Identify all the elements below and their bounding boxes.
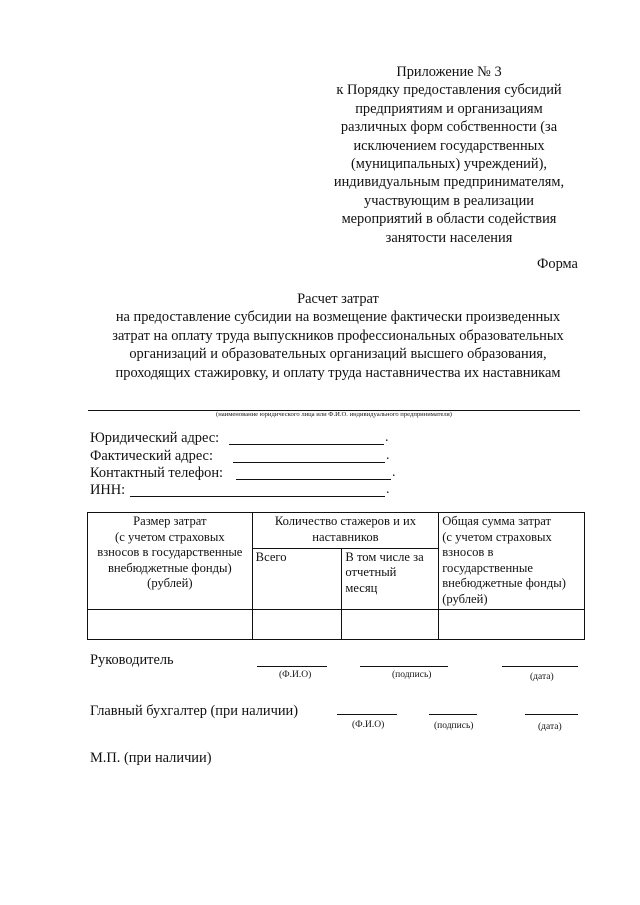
header-text: отчетный [345,565,397,580]
head-sign-line[interactable] [360,666,448,667]
date-caption: (дата) [538,722,562,732]
appendix-header [318,63,580,247]
appendix-line: к Порядку предоставления субсидий [336,82,562,99]
header-text: внебюджетные фонды) [107,560,232,575]
appendix-line: (муниципальных) учреждений), [351,156,547,173]
cell-reporting-month[interactable] [342,609,439,639]
table-row [88,609,585,639]
fio-caption: (Ф.И.О) [352,720,385,730]
accountant-fio-line[interactable] [337,714,397,715]
header-text: взносов в государственные [97,545,243,560]
legal-address-label: Юридический адрес: [90,430,220,446]
cell-total-cost[interactable] [439,609,585,639]
actual-address-field[interactable] [233,462,385,463]
head-date-line[interactable] [502,666,578,667]
cell-total[interactable] [252,609,342,639]
header-text: (с учетом страховых [442,529,552,544]
date-caption: (дата) [530,672,554,682]
organization-name-caption: (наименование юридического лица или Ф.И.О. индивидуального предпринимателя) [216,411,452,418]
form-label: Форма [537,256,578,272]
field-end-dot: . [385,430,389,445]
inn-field[interactable] [130,496,385,497]
title-line: затрат на оплату труда выпускников профессиональных образовательных [112,327,564,344]
appendix-line: мероприятий в области содействия [341,211,557,228]
appendix-line: занятости населения [385,229,513,246]
header-text: внебюджетные фонды) [442,576,566,591]
appendix-line: различных форм собственности (за [340,119,558,136]
header-text: взносов в [442,545,494,560]
head-label: Руководитель [90,652,174,668]
fio-caption: (Ф.И.О) [279,670,312,680]
header-total-cost [439,513,585,610]
header-text: наставников [312,529,379,544]
phone-field[interactable] [236,479,391,480]
header-text: Общая сумма затрат [442,514,552,528]
header-reporting-month [342,548,439,609]
accountant-label: Главный бухгалтер (при наличии) [90,703,299,719]
legal-address-field[interactable] [229,444,384,445]
head-fio-line[interactable] [257,666,327,667]
accountant-sign-line[interactable] [429,714,477,715]
appendix-line: индивидуальным предпринимателям, [333,174,565,191]
header-text: Всего [255,549,287,564]
header-text: (с учетом страховых [115,529,225,544]
field-end-dot: . [386,448,390,463]
title-heading: Расчет затрат [297,291,379,307]
appendix-line: исключением государственных [353,137,545,154]
title-line: на предоставление субсидии на возмещение фактически произведенных [115,309,561,326]
inn-label: ИНН: [90,482,126,498]
field-end-dot: . [392,465,396,480]
header-text: месяц [345,580,378,595]
phone-label: Контактный телефон: [90,465,224,481]
appendix-line: Приложение № 3 [396,64,502,80]
header-text: В том числе за [345,549,424,564]
title-line: проходящих стажировку, и оплату труда наставничества их наставникам [115,364,561,381]
appendix-line: предприятиям и организациям [355,100,543,117]
header-text: Количество стажеров и их [274,514,416,528]
sign-caption: (подпись) [392,670,432,680]
header-total [252,548,342,609]
header-text: (рублей) [147,576,193,591]
sign-caption: (подпись) [434,721,474,731]
cost-table [87,512,585,640]
appendix-line: участвующим в реализации [364,192,534,209]
header-text: Размер затрат [133,514,207,528]
header-cost-size [88,513,253,610]
cell-cost-size[interactable] [88,609,253,639]
actual-address-label: Фактический адрес: [90,448,213,464]
field-end-dot: . [386,482,390,497]
stamp-label: М.П. (при наличии) [90,750,212,766]
accountant-date-line[interactable] [525,714,578,715]
header-trainee-count [252,513,439,549]
document-title [88,290,588,382]
header-text: (рублей) [442,591,488,606]
header-text: государственные [442,560,533,575]
title-line: организаций и образовательных организаций высшего образования, [129,346,547,363]
